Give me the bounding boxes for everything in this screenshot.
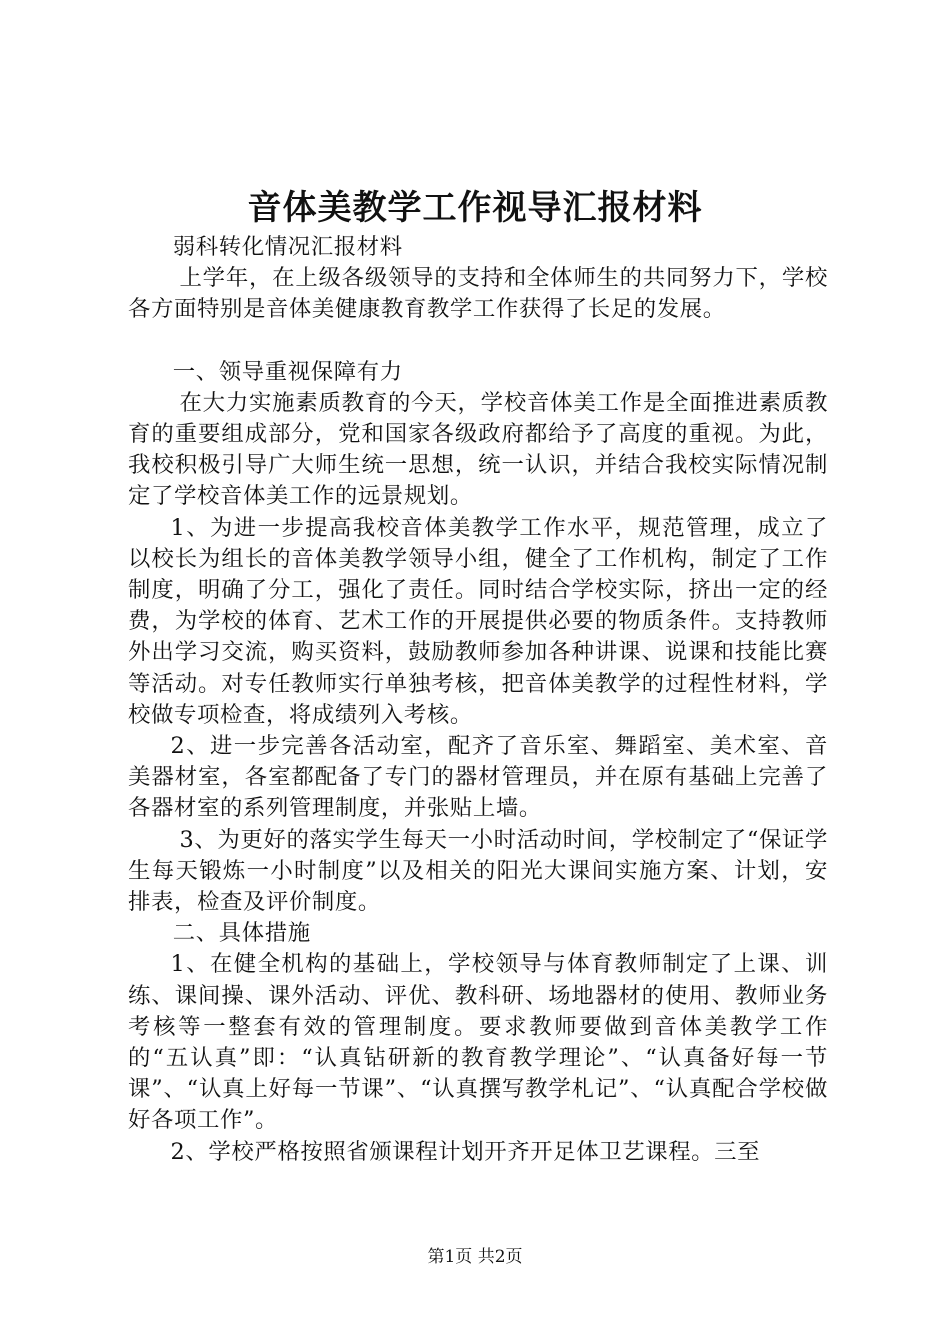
document-body [128,232,828,1168]
subtitle-paragraph: 弱科转化情况汇报材料 [172,234,403,260]
page-footer: 第1页 共2页 [427,1247,523,1267]
section-heading-1: 一、领导重视保障有力 [172,358,403,385]
document-title: 音体美教学工作视导汇报材料 [247,188,703,228]
body-paragraph: 1、在健全机构的基础上，学校领导与体育教师制定了上课、训练、课间操、课外活动、评优、教科研、场地器材的使用、教师业务考核等一整套有效的管理制度。要求教师要做到音体美教学工作的“五认真”即：“认真钻研新的教育教学理论”、“认真备好每一节课”、“认真上好每一节课”、“认真撰写教学札记”、“认真配合学校做好各项工作”。 [128,951,828,1134]
paragraph-spacer [128,326,828,357]
body-paragraph: 1、为进一步提高我校音体美教学工作水平，规范管理，成立了以校长为组长的音体美教学领导小组，健全了工作机构，制定了工作制度，明确了分工，强化了责任。同时结合学校实际，挤出一定的经费，为学校的体育、艺术工作的开展提供必要的物质条件。支持教师外出学习交流，购买资料，鼓励教师参加各种讲课、说课和技能比赛等活动。对专任教师实行单独考核，把音体美教学的过程性材料，学校做专项检查，将成绩列入考核。 [128,514,828,728]
body-paragraph: 在大力实施素质教育的今天，学校音体美工作是全面推进素质教育的重要组成部分，党和国家各级政府都给予了高度的重视。为此，我校积极引导广大师生统一思想，统一认识，并结合我校实际情况制定了学校音体美工作的远景规划。 [128,389,828,510]
body-paragraph: 3、为更好的落实学生每天一小时活动时间，学校制定了“保证学生每天锻炼一小时制度”以及相关的阳光大课间实施方案、计划，安排表，检查及评价制度。 [128,826,828,916]
intro-paragraph: 上学年，在上级各级领导的支持和全体师生的共同努力下，学校各方面特别是音体美健康教育教学工作获得了长足的发展。 [128,265,828,323]
body-paragraph: 2、进一步完善各活动室，配齐了音乐室、舞蹈室、美术室、音美器材室，各室都配备了专门的器材管理员，并在原有基础上完善了各器材室的系列管理制度，并张贴上墙。 [128,733,828,822]
section-heading-2: 二、具体措施 [172,920,311,947]
body-paragraph: 2、学校严格按照省颁课程计划开齐开足体卫艺课程。三至 [170,1138,761,1165]
